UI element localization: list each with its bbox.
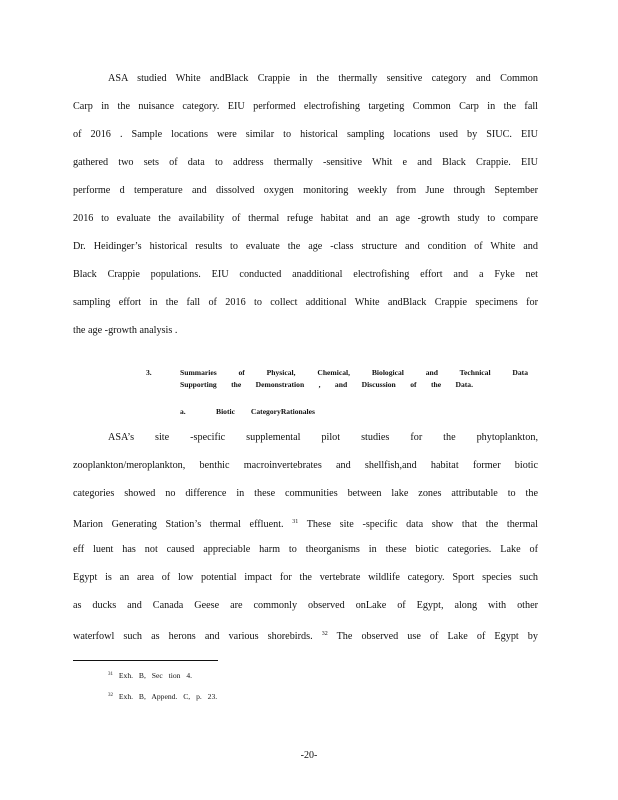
paragraph1-line: Carp in the nuisance category. EIU performed electrofishing targeting Common Carp in the fall <box>73 101 538 112</box>
paragraph1-line: the age -growth analysis . <box>73 325 178 336</box>
footnote-number: 32 <box>108 693 113 698</box>
paragraph2-line: zooplankton/meroplankton, benthic macroinvertebrates and shellfish,and habitat former biotic <box>73 460 538 471</box>
paragraph2-line: categories showed no difference in these communities between lake zones attributable to the <box>73 488 538 499</box>
paragraph2-text: waterfowl such as herons and various shorebirds. <box>73 631 313 642</box>
subsection-heading: Biotic CategoryRationales <box>216 407 315 416</box>
paragraph2-text: The observed use of Lake of Egypt by <box>336 631 538 642</box>
footnote-number: 31 <box>108 672 113 677</box>
paragraph2-line: ASA’s site -specific supplemental pilot studies for the phytoplankton, <box>108 432 538 443</box>
page-number: -20- <box>300 750 318 761</box>
paragraph2-line: as ducks and Canada Geese are commonly observed onLake of Egypt, along with other <box>73 600 538 611</box>
section-number: 3. <box>146 368 152 377</box>
footnote <box>108 669 192 681</box>
paragraph2-line: Egypt is an area of low potential impact for the vertebrate wildlife category. Sport species such <box>73 572 538 583</box>
section-heading-line: Summaries of Physical, Chemical, Biological and Technical Data <box>180 368 528 377</box>
paragraph1-line: 2016 to evaluate the availability of thermal refuge habitat and an age -growth study to compare <box>73 213 538 224</box>
paragraph1-line: ASA studied White andBlack Crappie in the thermally sensitive category and Common <box>108 73 538 84</box>
footnote-separator <box>73 660 218 661</box>
paragraph2-text: These site -specific data show that the thermal <box>306 519 538 530</box>
paragraph2-line: eff luent has not caused appreciable harm to theorganisms in these biotic categories. Lake of <box>73 544 538 555</box>
section-heading-line: Supporting the Demonstration , and Discussion of the Data. <box>180 380 473 389</box>
paragraph2-text: Marion Generating Station’s thermal effluent. <box>73 519 284 530</box>
footnote-ref: 32 <box>321 631 328 637</box>
paragraph1-line: of 2016 . Sample locations were similar to historical sampling locations used by SIUC. EIU <box>73 129 538 140</box>
footnote-ref: 31 <box>292 519 299 525</box>
paragraph1-line: performe d temperature and dissolved oxygen monitoring weekly from June through September <box>73 185 538 196</box>
paragraph1-line: gathered two sets of data to address thermally -sensitive Whit e and Black Crappie. EIU <box>73 157 538 168</box>
subsection-letter: a. <box>180 407 186 416</box>
paragraph2-line <box>73 627 538 644</box>
paragraph1-line: sampling effort in the fall of 2016 to collect additional White andBlack Crappie specimens for <box>73 297 538 308</box>
footnote-text: Exh. B, Sec tion 4. <box>118 671 193 680</box>
footnote <box>108 690 217 702</box>
footnote-text: Exh. B, Append. C, p. 23. <box>118 692 218 701</box>
paragraph2-line <box>73 515 538 532</box>
paragraph1-line: Dr. Heidinger’s historical results to evaluate the age -class structure and condition of White and <box>73 241 538 252</box>
paragraph1-line: Black Crappie populations. EIU conducted anadditional electrofishing effort and a Fyke net <box>73 269 538 280</box>
